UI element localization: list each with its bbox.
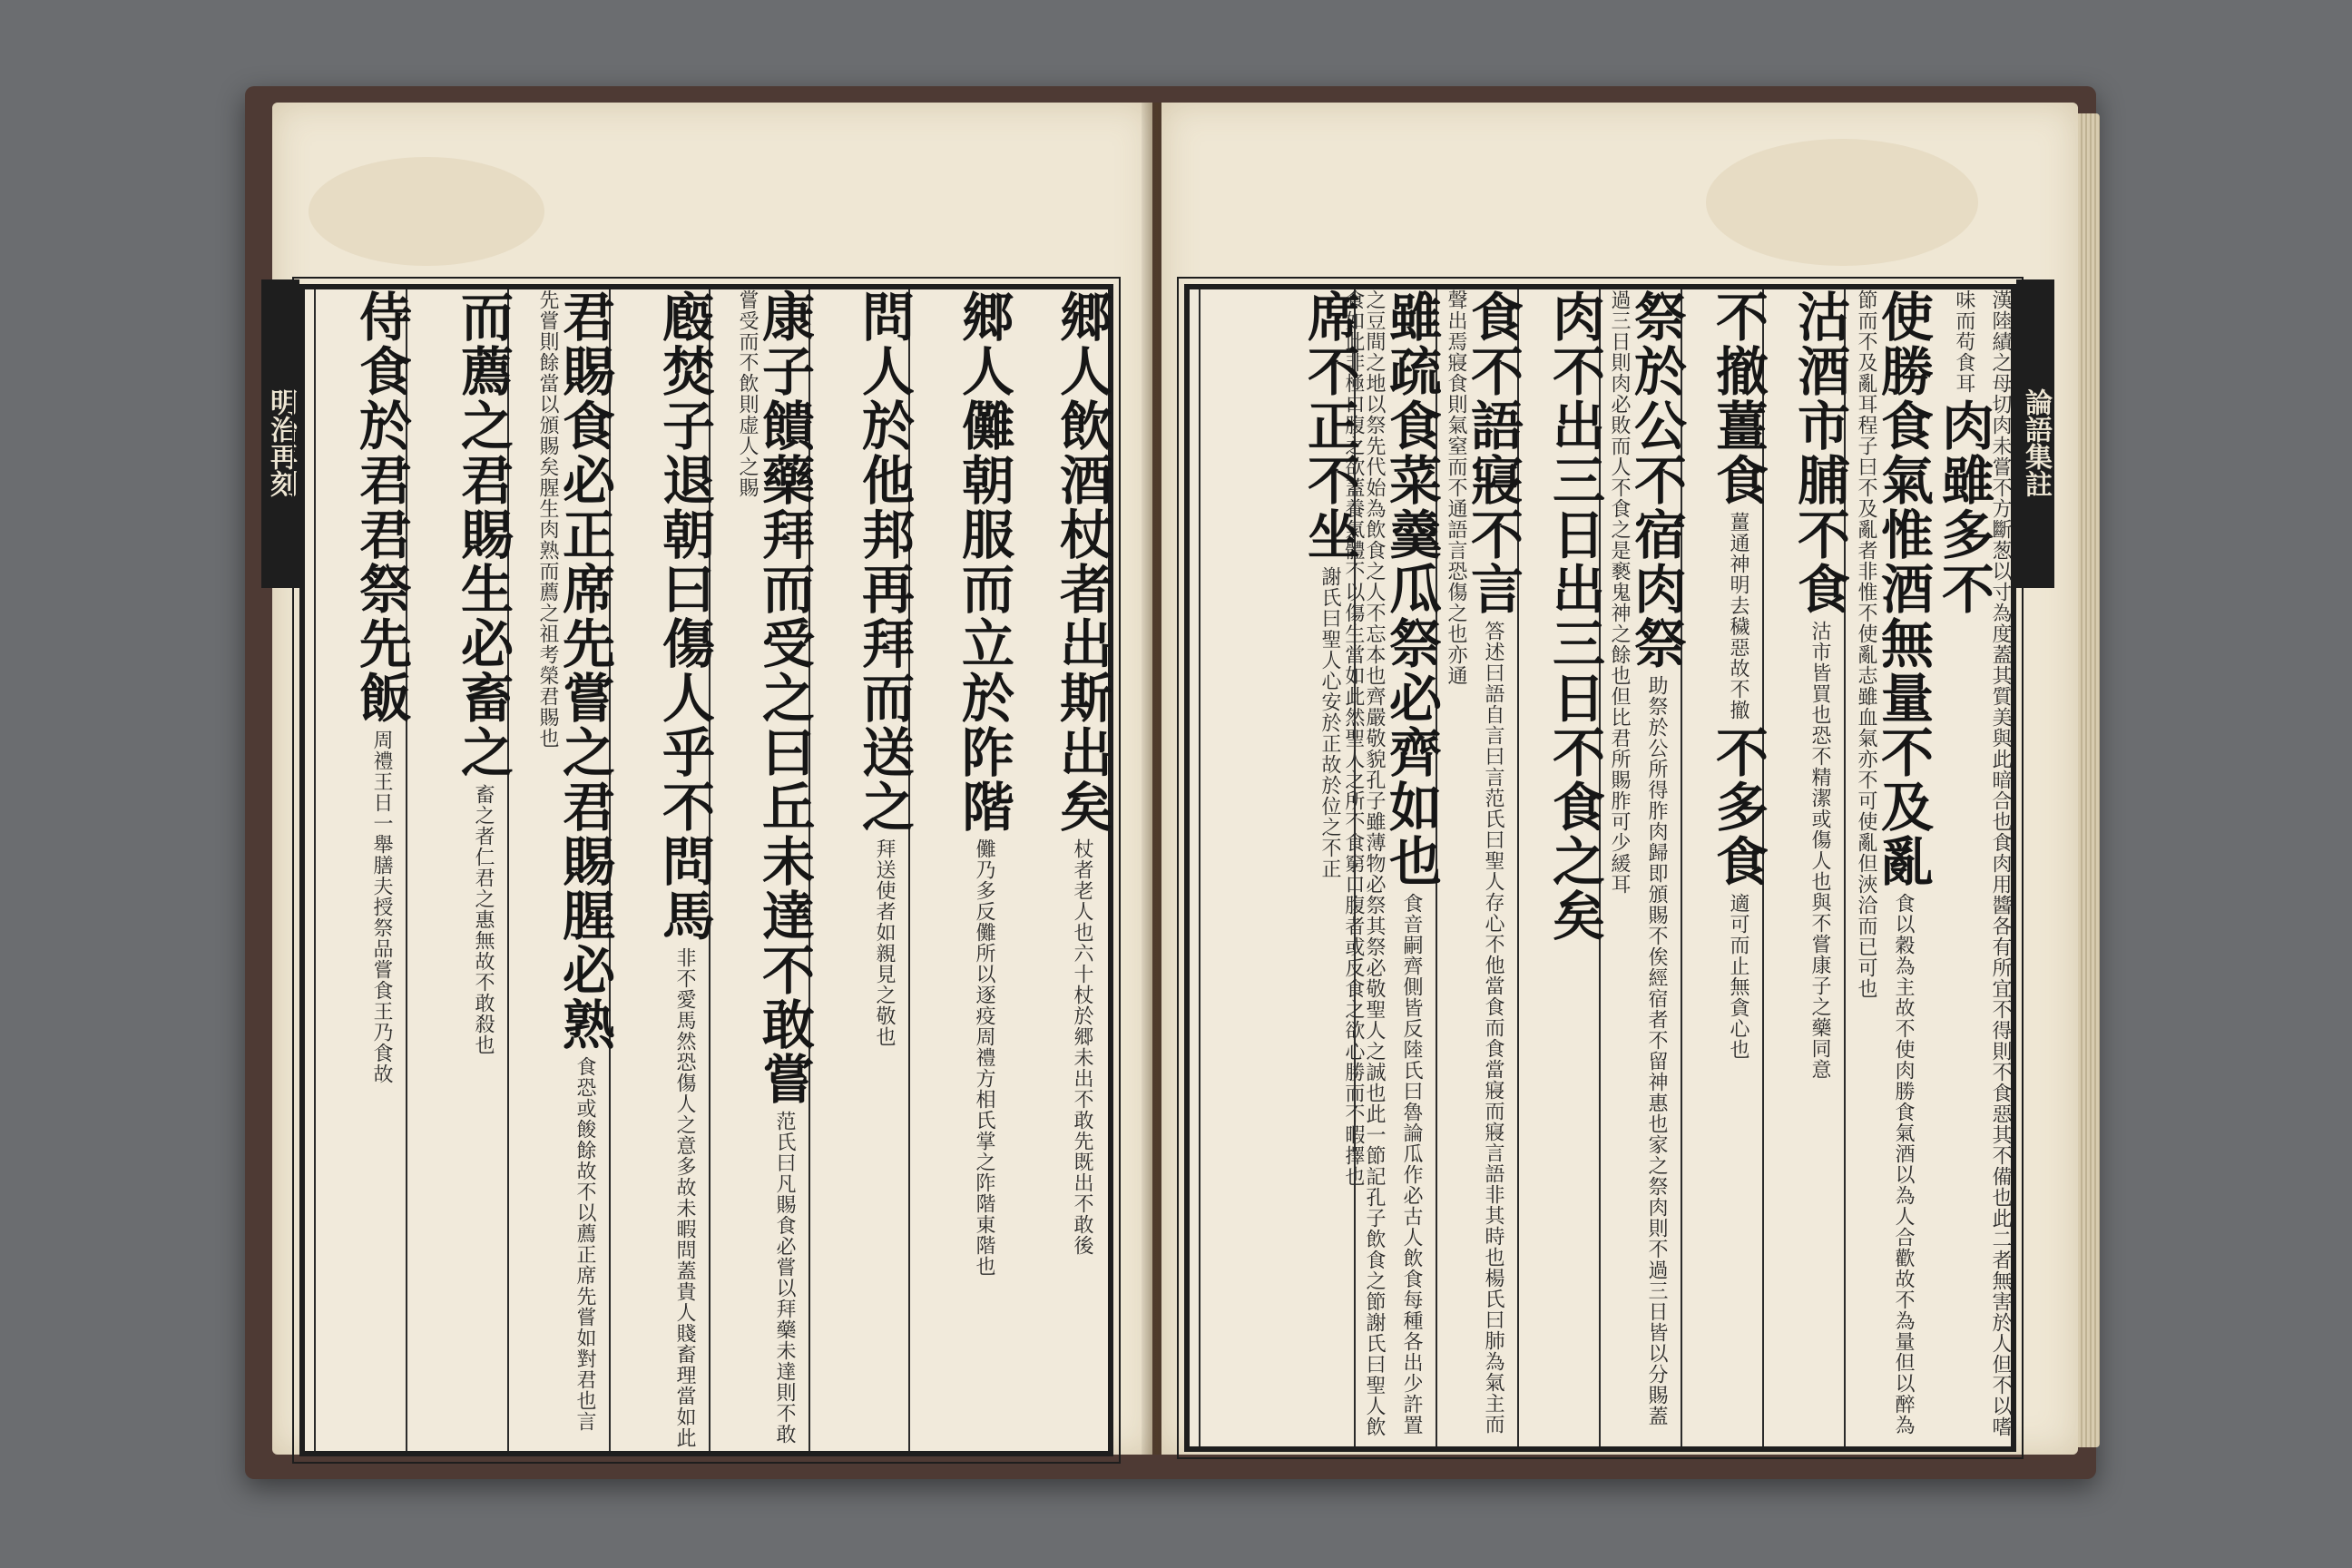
main-text: 席不正不坐 [1298,289,1360,562]
right-column-5 [1599,289,1687,1446]
commentary-text: 謝氏曰聖人心安於正故於位之不正 [1318,566,1341,880]
commentary-text: 畜之者仁君之惠無故不敢殺也 [472,784,495,1056]
left-page-tab: 明治再刻 [261,279,299,588]
paper-stain [1706,139,1978,266]
commentary-text: 漢陸績之母切肉未嘗不方斷葱以寸為度蓋其質美與此暗合也食肉用醬各有所宜不得則不食惡其不備也此二者無害於人但不以嗜味而苟食耳 [1952,289,2012,1437]
commentary-text: 答述曰語自言曰言范氏曰聖人存心不他當食而食當寢而寢言語非其時也楊氏曰肺為氣主而聲出焉寢食則氣窒而不通語言恐傷之也亦通 [1445,289,1504,1436]
right-column-7 [1436,289,1524,1446]
left-column-4 [709,289,815,1451]
right-page-tab: 論語集註 [2016,279,2054,588]
left-column-6 [507,289,615,1451]
commentary-text: 沽市皆買也恐不精潔或傷人也與不嘗康子之藥同意 [1808,621,1831,1081]
main-text: 侍食於君君祭先飯 [350,289,412,725]
commentary-text: 范氏曰凡賜食必嘗以拜藥未達則不敢嘗受而不飲則虚人之賜 [736,289,796,1446]
commentary-text: 薑通神明去穢惡故不撤 [1727,512,1749,721]
right-column-2 [1844,289,1934,1446]
left-column-1 [1010,289,1112,1451]
left-column-2 [908,289,1014,1451]
left-column-8 [314,289,412,1451]
left-text-frame [299,284,1113,1456]
commentary-text: 非不愛馬然恐傷人之意多故未暇問蓋貴人賤畜理當如此 [673,947,696,1449]
main-text: 不多食 [1707,725,1769,889]
commentary-text: 杖者老人也六十杖於郷未出不敢先既出不敢後 [1071,838,1093,1257]
commentary-text: 食以穀為主故不使肉勝食氣酒以為人合歡故不為量但以醉為節而不及亂耳程子曰不及亂者非惟不使亂志雖血氣亦不可使亂但浹洽而已可也 [1855,289,1915,1436]
main-text: 雖疏食菜羹瓜祭必齊如也 [1380,289,1442,888]
right-column-3 [1762,289,1850,1446]
left-column-7 [406,289,514,1451]
main-text: 肉雖多不 [1932,398,1994,617]
right-column-6 [1517,289,1605,1446]
main-text: 郷人飲酒杖者出斯出矣 [1051,289,1112,834]
main-text: 不撤薑食 [1707,289,1769,507]
commentary-text: 儺乃多反儺所以逐疫周禮方相氏掌之阼階東階也 [973,838,995,1278]
commentary-text: 拜送使者如親見之敬也 [873,838,896,1048]
left-page [265,103,1152,1455]
main-text: 祭於公不宿肉祭 [1625,289,1687,671]
open-book [245,86,2114,1493]
commentary-text: 周禮王日一舉膳夫授祭品嘗食王乃食故 [370,730,393,1085]
commentary-text: 食恐或餕餘故不以薦正席先嘗如對君也言先嘗則餘當以頒賜矣腥生肉熟而薦之祖考榮君賜也 [536,289,596,1433]
main-text: 康子饋藥拜而受之曰丘未達不敢嘗 [753,289,815,1106]
main-text: 食不語寢不言 [1462,289,1524,616]
commentary-text: 食音嗣齊側皆反陸氏曰魯論瓜作必古人飲食每種各出少許置之豆間之地以祭先代始為飲食之人不忘本也齊嚴敬貌孔子雖薄物必祭其祭必敬聖人之誠也此一節記孔子飲食之節謝氏曰聖人飲食如此非極口腹之欲蓋養氣體不以傷生當如此然聖人之所不食窮口腹者或反食之欲心勝而不暇擇也 [1341,289,1423,1437]
main-text: 郷人儺朝服而立於阼階 [953,289,1014,834]
commentary-text: 適可而止無貪心也 [1727,893,1749,1061]
left-column-3 [808,289,915,1451]
main-text: 廏焚子退朝曰傷人乎不問馬 [653,289,715,943]
right-column-1 [1929,289,2011,1446]
main-text: 而薦之君賜生必畜之 [452,289,514,779]
right-page [1161,103,2078,1455]
main-text: 問人於他邦再拜而送之 [853,289,915,834]
main-text: 使勝食氣惟酒無量不及亂 [1872,289,1934,888]
right-column-8 [1341,289,1442,1446]
right-text-frame [1184,284,2016,1452]
right-column-9 [1199,289,1360,1446]
commentary-text: 助祭於公所得胙肉歸即頒賜不俟經宿者不留神惠也家之祭肉則不過三日皆以分賜蓋過三日則肉必敗而人不食之是褻鬼神之餘也但比君所賜胙可少緩耳 [1608,289,1668,1427]
main-text: 肉不出三日出三日不食之矣 [1544,289,1605,943]
right-column-4 [1681,289,1769,1446]
page-edges [2078,113,2100,1447]
left-column-5 [609,289,715,1451]
main-text: 沽酒市脯不食 [1788,289,1850,616]
main-text: 君賜食必正席先嘗之君賜腥必熟 [554,289,615,1052]
paper-stain [309,157,544,266]
